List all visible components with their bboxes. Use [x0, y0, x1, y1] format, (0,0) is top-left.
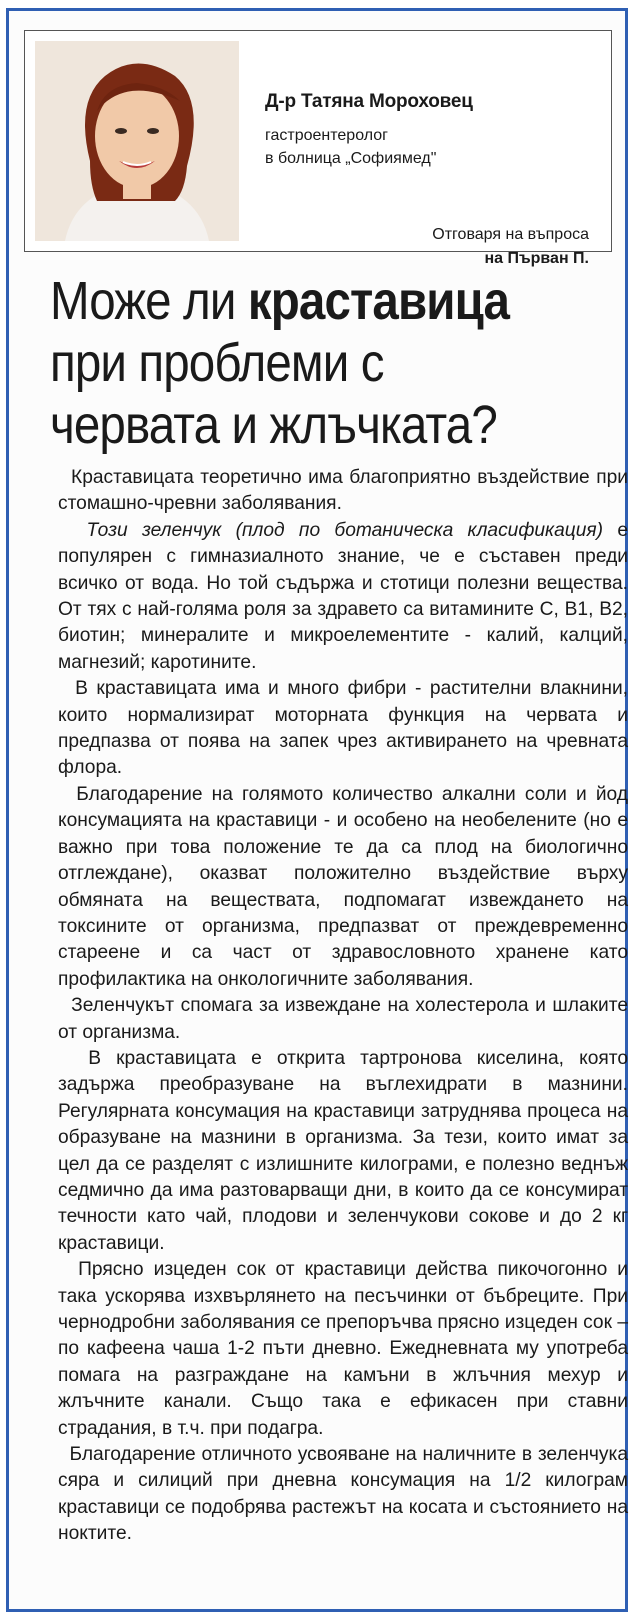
author-role-hospital: в болница „Софиямед" [265, 150, 437, 167]
paragraph-1: Краставицата теоретично има благоприятно въздействие при стомашно-чревни заболявания. [58, 467, 628, 515]
author-box [24, 30, 612, 267]
author-role [265, 124, 585, 170]
article-body [58, 465, 628, 1548]
answers-block [432, 223, 589, 271]
article-headline [50, 270, 543, 456]
paragraph-3: В краставицата има и много фибри - растителни влакнини, които нормализират моторната функция на червата и предпазва от поява на запек чрез активирането на чревната флора. [58, 678, 628, 779]
author-role-specialty: гастроентеролог [265, 127, 388, 144]
author-portrait-image [35, 41, 239, 241]
paragraph-5: Зеленчукът спомага за извеждане на холестерола и шлаките от организма. [58, 995, 628, 1043]
headline-bold-word: краставица [247, 271, 510, 331]
paragraph-7: Прясно изцеден сок от краставици действа пикочогонно и така ускорява изхвърлянето на песъчинки от бъбреците. При чернодробни заболявания се препоръчва прясно изцеден сок – по кафеена чаша 1-2 пъти дневно. Ежедневната му употреба помага на разграждане на камъни в жлъчния мехур и жлъчните канали. Също така е ефикасен при ставни страдания, в т.ч. при подагра. [58, 1259, 629, 1439]
paragraph-2-rest: е популярен с гимназиалното знание, че е съставен преди всичко от вода. Но той съдържа и стотици полезни вещества. От тях с най-голяма роля за здравето са витамините С, В1, В2, биотин; минералите и микроелементите - калий, калций, магнезий; каротините. [58, 519, 628, 673]
answers-label: Отговаря на въпроса [432, 226, 589, 243]
paragraph-2-italic: Този зеленчук (плод по ботаническа класификация) [86, 519, 604, 541]
asker-name: на Първан П. [484, 250, 589, 267]
paragraph-4: Благодарение на голямото количество алкални соли и йод консумацията на краставици - и особено на необелените (но е важно при това положение те да са плод на биологично отглеждане), оказват положително въздействие върху обмяната на веществата, подпомагат извеждането на токсините от организма, предпазват от преждевременно стареене и са част от здравословното хранене като профилактика на онкологичните заболявания. [58, 783, 628, 990]
headline-part1: Може ли [50, 271, 248, 331]
paragraph-8: Благодарение отличното усвояване на наличните в зеленчука сяра и силиций при дневна консумация на 1/2 килограм краставици се подобрява растежът на косата и състоянието на ноктите. [58, 1444, 628, 1545]
author-photo [35, 41, 239, 241]
paragraph-2 [58, 518, 628, 676]
paragraph-6: В краставицата е открита тартронова киселина, която задържа преобразуване на въглехидрати в мазнини. Регулярната консумация на краставици затруднява процеса на образуване на мазнини в организма. За тези, които имат за цел да се разделят с излишните килограми, е полезно веднъж седмично да има разтоварващи дни, в които да се консумират течности като чай, плодови и зеленчукови сокове и до 2 кг краставици. [58, 1047, 628, 1254]
author-name: Д-р Татяна Мороховец [265, 91, 473, 112]
headline-part2: при проблеми с червата и жлъчката? [50, 333, 497, 455]
